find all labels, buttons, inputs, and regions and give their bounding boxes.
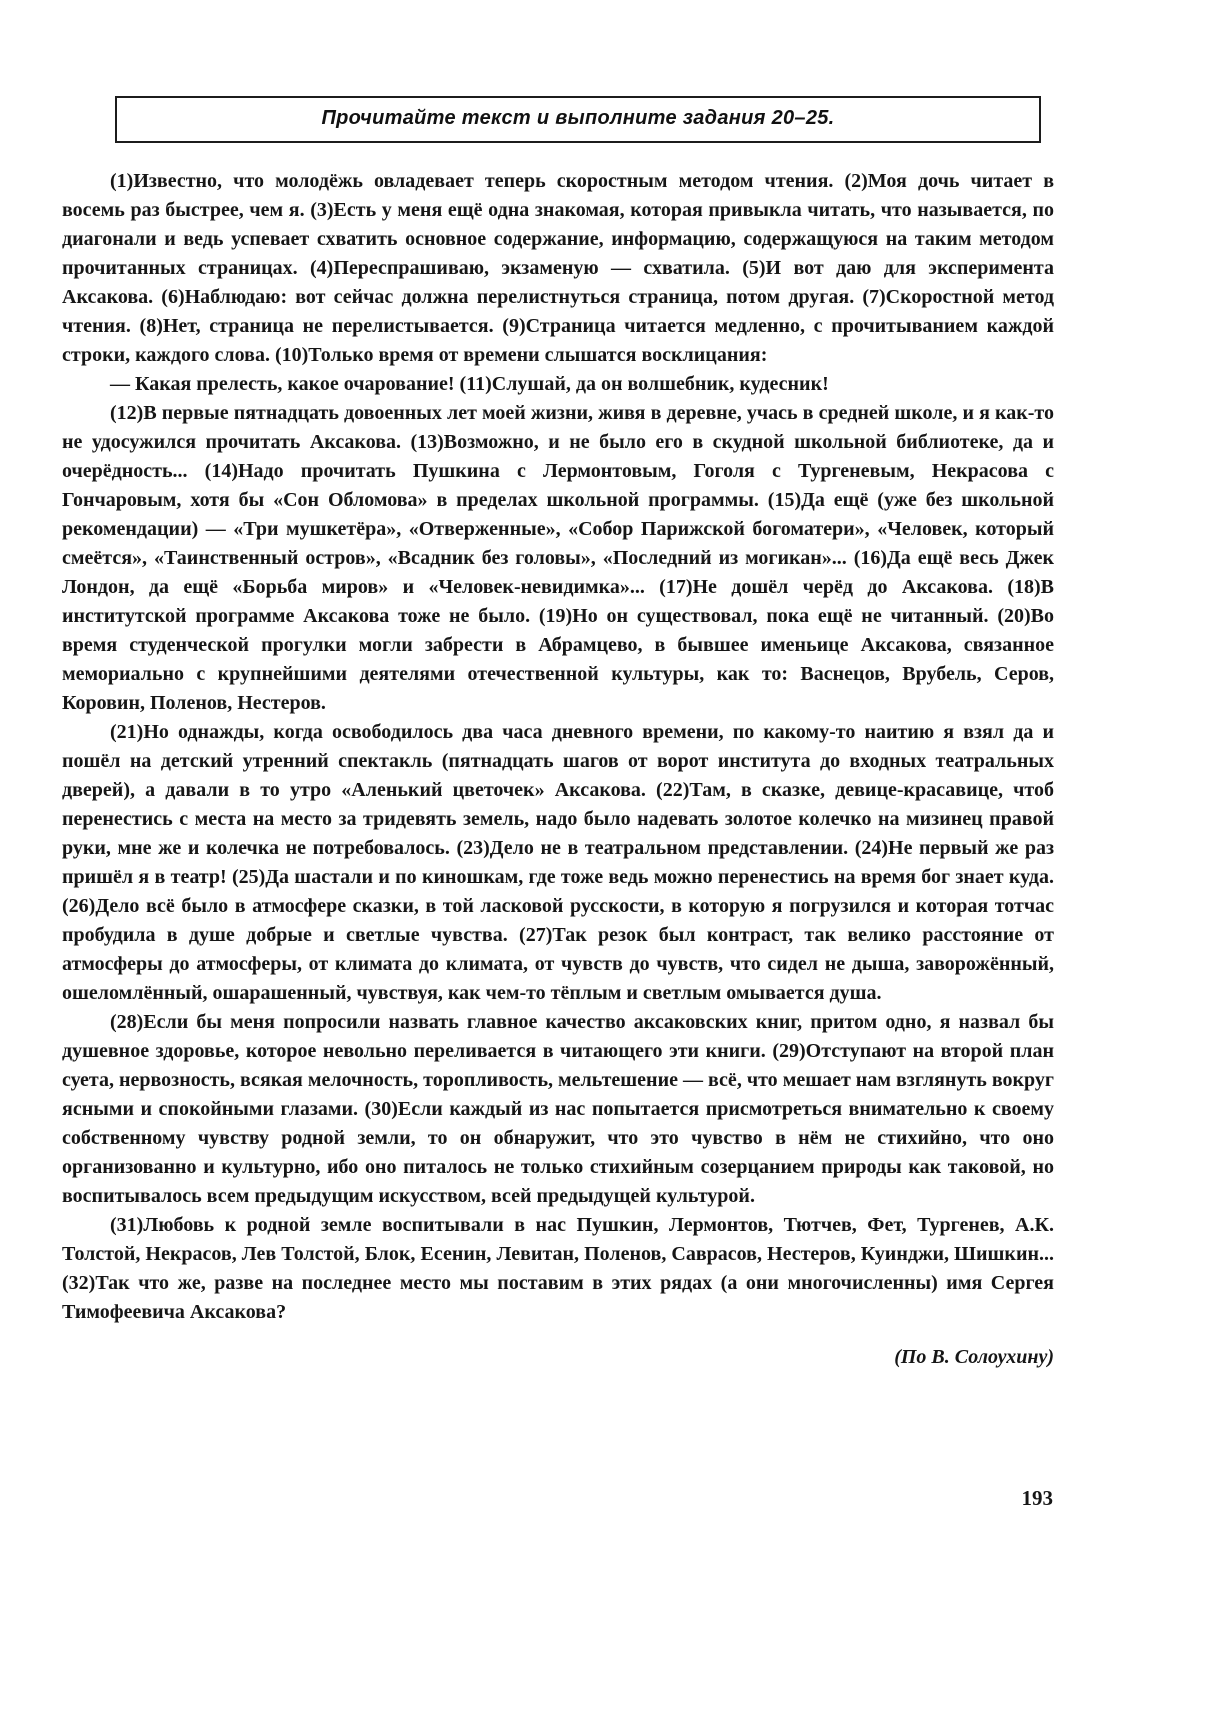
page-number: 193 <box>1021 1486 1053 1510</box>
paragraph-2-dialogue: — Какая прелесть, какое очарование! (11)Слушай, да он волшебник, кудесник! <box>110 373 829 395</box>
author-attribution: (По В. Солоухину) <box>894 1346 1054 1368</box>
instruction-box <box>115 96 1041 143</box>
paragraph-4: (21)Но однажды, когда освободилось два часа дневного времени, по какому-то наитию я взял да и пошёл на детский утренний спектакль (пятнадцать шагов от ворот института до входных театральных дверей), а давали в то утро «Аленький цветочек» Аксакова. (22)Там, в сказке, девице-красавице, чтоб перенестись с места на место за тридевять земель, надо было надевать золотое колечко на мизинец правой руки, мне же и колечка не потребовалось. (23)Дело не в театральном представлении. (24)Не первый же раз пришёл я в театр! (25)Да шастали и по киношкам, где тоже ведь можно перенестись на время бог знает куда. (26)Дело всё было в атмосфере сказки, в той ласковой русскости, в которую я погрузился и которая тотчас пробудила в душе добрые и светлые чувства. (27)Так резок был контраст, так велико расстояние от атмосферы до атмосферы, от климата до климата, от чувств до чувств, что сидел не дыша, заворожённый, ошеломлённый, ошарашенный, чувствуя, как чем-то тёплым и светлым омывается душа. <box>62 721 1054 1004</box>
paragraph-5: (28)Если бы меня попросили назвать главное качество аксаковских книг, притом одно, я назвал бы душевное здоровье, которое невольно переливается в читающего эти книги. (29)Отступают на второй план суета, нервозность, всякая мелочность, торопливость, мельтешение — всё, что мешает нам взглянуть вокруг ясными и спокойными глазами. (30)Если каждый из нас попытается присмотреться внимательно к своему собственному чувству родной земли, то он обнаружит, что это чувство в нём не стихийно, что оно организованно и культурно, ибо оно питалось не только стихийным созерцанием природы как таковой, но воспитывалось всем предыдущим искусством, всей предыдущей культурой. <box>62 1011 1054 1207</box>
paragraph-1: (1)Известно, что молодёжь овладевает теперь скоростным методом чтения. (2)Моя дочь читает в восемь раз быстрее, чем я. (3)Есть у меня ещё одна знакомая, которая привыкла читать, что называется, по диагонали и ведь успевает схватить основное содержание, информацию, содержащуюся на таким методом прочитанных страницах. (4)Переспрашиваю, экзаменую — схватила. (5)И вот даю для эксперимента Аксакова. (6)Наблюдаю: вот сейчас должна перелистнуться страница, потом другая. (7)Скоростной метод чтения. (8)Нет, страница не перелистывается. (9)Страница читается медленно, с прочитыванием каждой строки, каждого слова. (10)Только время от времени слышатся восклицания: <box>62 170 1054 366</box>
instruction-text: Прочитайте текст и выполните задания 20–25. <box>321 107 835 129</box>
reading-text <box>62 167 1054 1372</box>
paragraph-6: (31)Любовь к родной земле воспитывали в нас Пушкин, Лермонтов, Тютчев, Фет, Тургенев, А.К. Толстой, Некрасов, Лев Толстой, Блок, Есенин, Левитан, Поленов, Саврасов, Нестеров, Куинджи, Шишкин... (32)Так что же, разве на последнее место мы поставим в этих рядах (а они многочисленны) имя Сергея Тимофеевича Аксакова? <box>62 1214 1054 1323</box>
paragraph-3: (12)В первые пятнадцать довоенных лет моей жизни, живя в деревне, учась в средней школе, и я как-то не удосужился прочитать Аксакова. (13)Возможно, и не было его в скудной школьной библиотеке, да и очерёдность... (14)Надо прочитать Пушкина с Лермонтовым, Гоголя с Тургеневым, Некрасова с Гончаровым, хотя бы «Сон Обломова» в пределах школьной программы. (15)Да ещё (уже без школьной рекомендации) — «Три мушкетёра», «Отверженные», «Собор Парижской богоматери», «Человек, который смеётся», «Таинственный остров», «Всадник без головы», «Последний из могикан»... (16)Да ещё весь Джек Лондон, да ещё «Борьба миров» и «Человек-невидимка»... (17)Не дошёл черёд до Аксакова. (18)В институтской программе Аксакова тоже не было. (19)Но он существовал, пока ещё не читанный. (20)Во время студенческой прогулки могли забрести в Абрамцево, в бывшее именьице Аксакова, связанное мемориально с крупнейшими деятелями отечественной культуры, как то: Васнецов, Врубель, Серов, Коровин, Поленов, Нестеров. <box>62 402 1054 714</box>
